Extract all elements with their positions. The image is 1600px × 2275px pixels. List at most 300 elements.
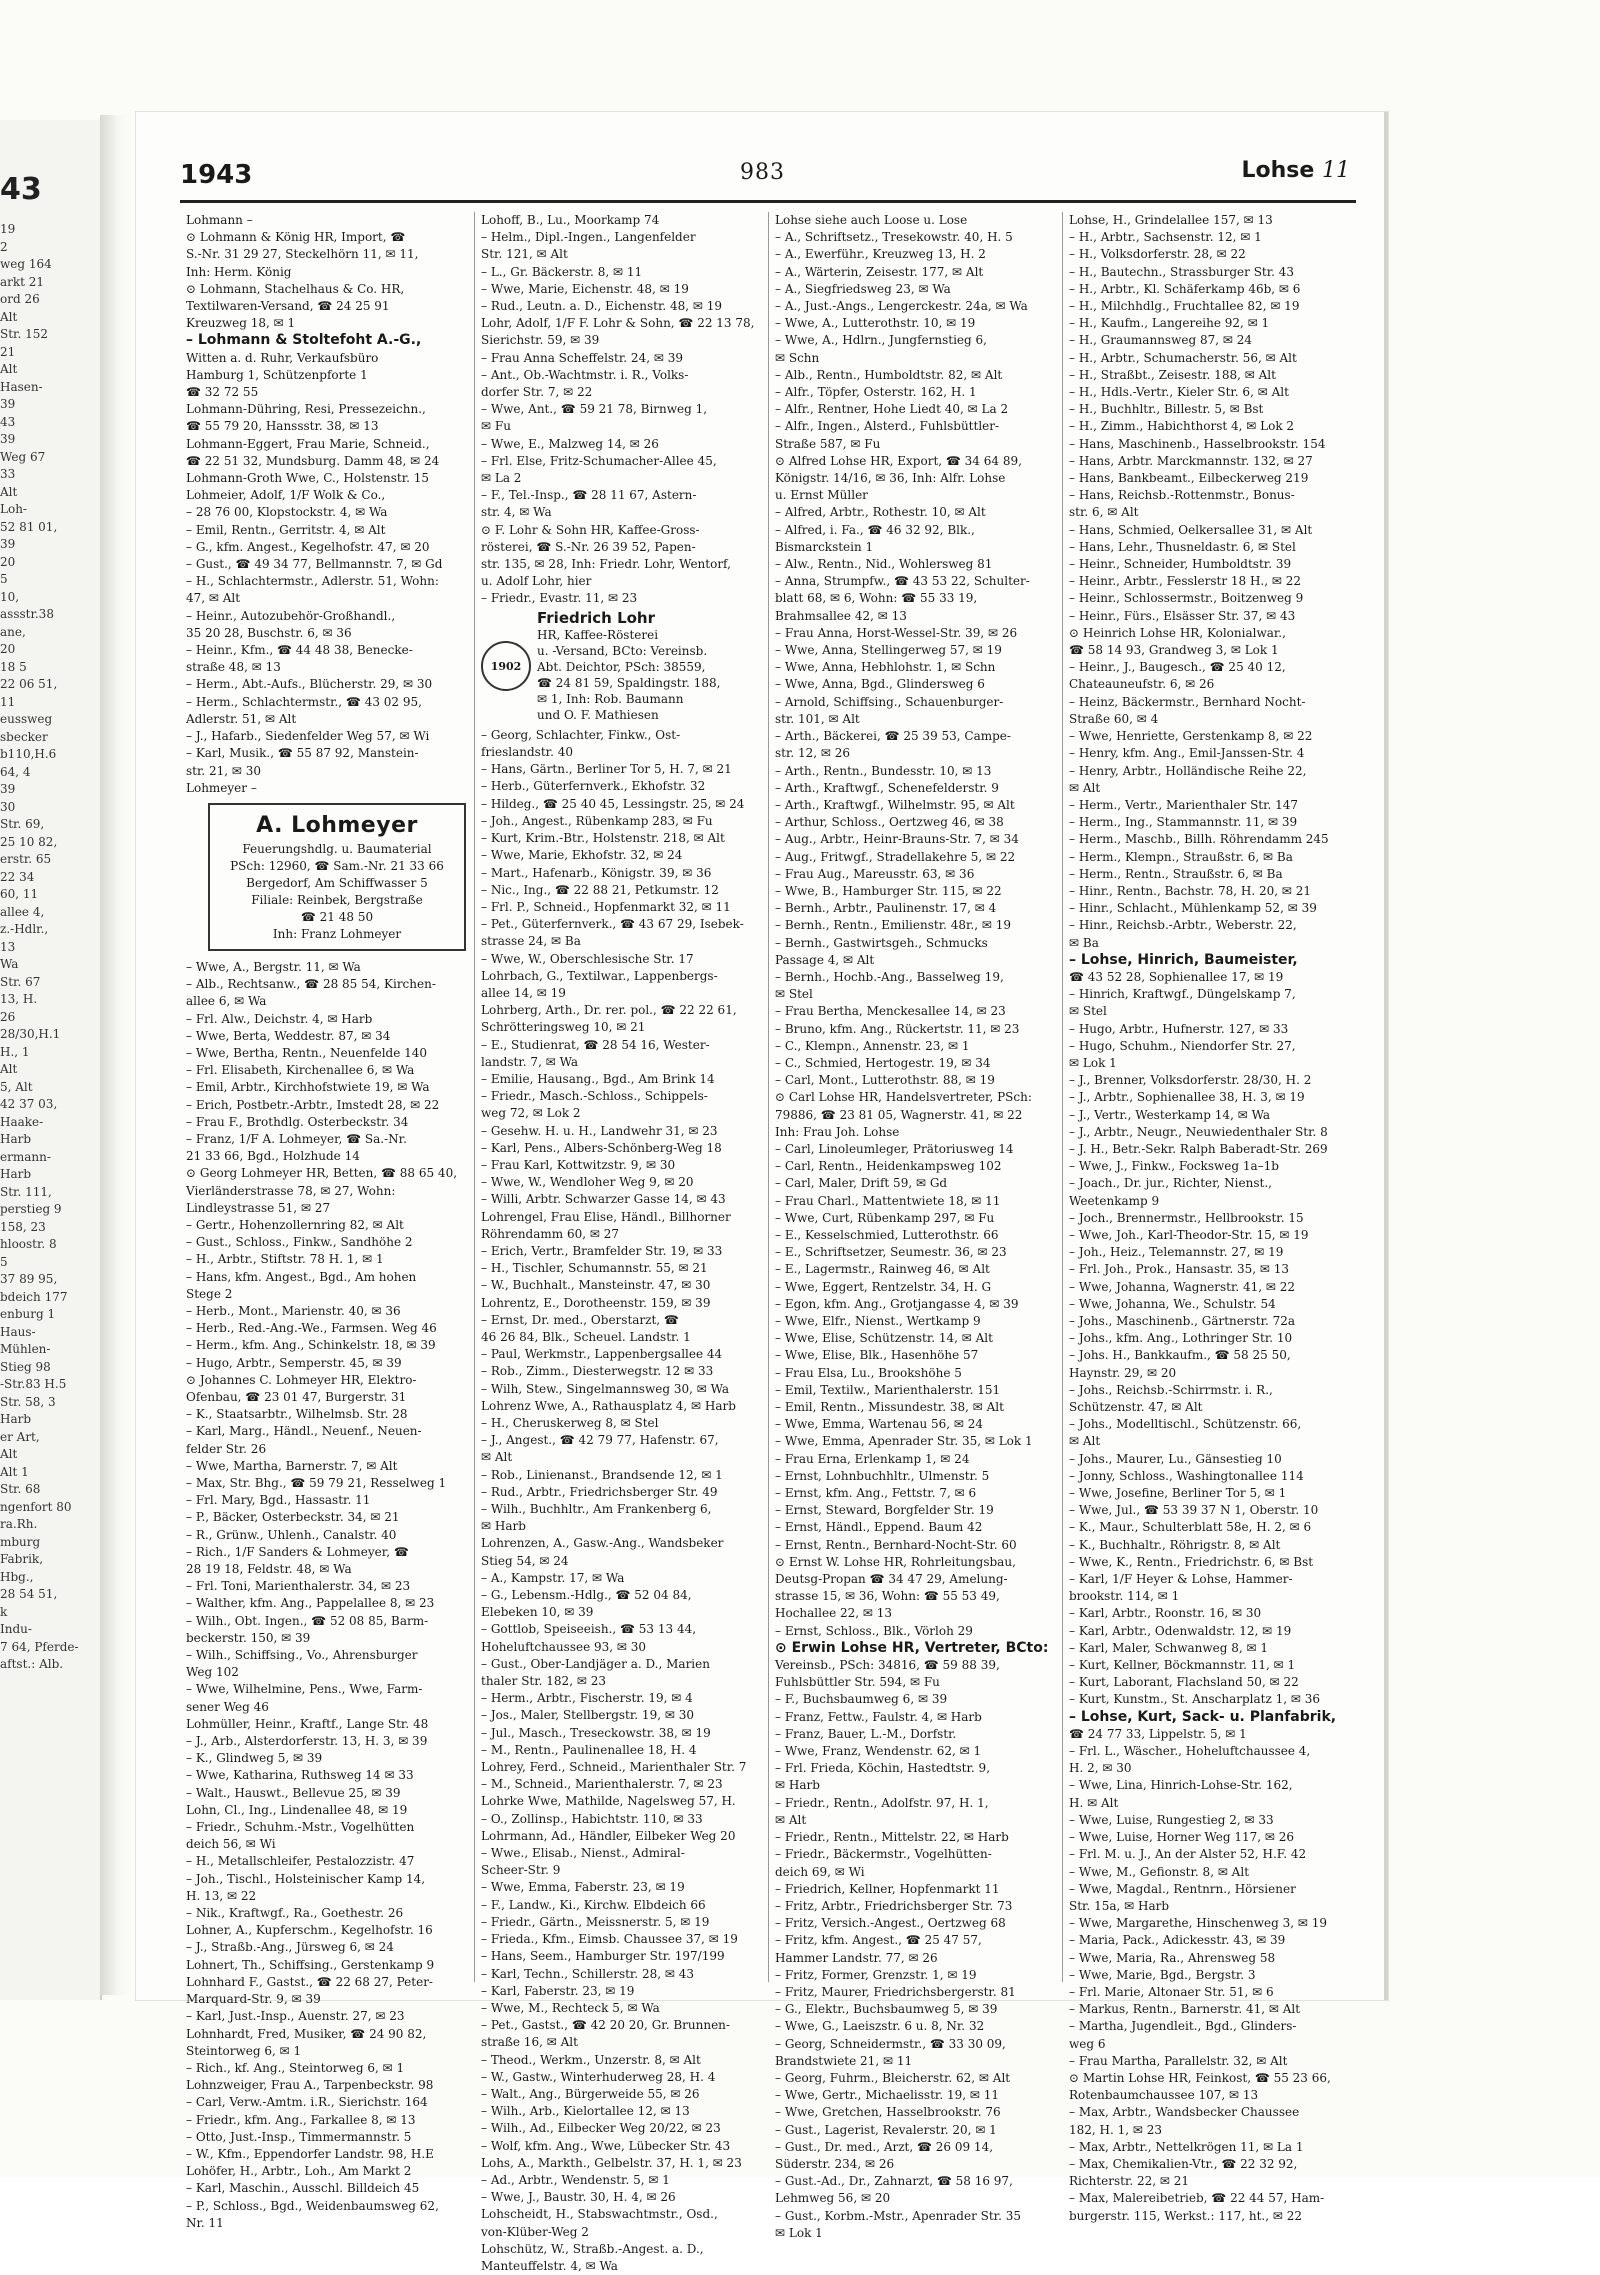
directory-entry: – Karl, Arbtr., Odenwaldstr. 12, ✉ 19 xyxy=(1069,1623,1292,1638)
directory-entry: – F., Tel.-Insp., ☎ 28 11 67, Astern- xyxy=(481,488,697,503)
previous-page-line: 18 5 xyxy=(0,659,27,674)
directory-entry: Stieg 54, ✉ 24 xyxy=(481,1553,569,1568)
directory-entry: ⊙ Martin Lohse HR, Feinkost, ☎ 55 23 66, xyxy=(1069,2070,1331,2085)
directory-entry: – Wwe, Margarethe, Hinschenweg 3, ✉ 19 xyxy=(1069,1916,1328,1931)
directory-entry: – Frl. Joh., Prok., Hansastr. 35, ✉ 13 xyxy=(1069,1262,1290,1277)
previous-page-lines xyxy=(0,221,100,1674)
previous-page-line: 25 10 82, xyxy=(0,834,58,849)
directory-entry: – Joach., Dr. jur., Richter, Nienst., xyxy=(1069,1176,1272,1191)
directory-entry: – Johs. H., Bankkaufm., ☎ 58 25 50, xyxy=(1069,1348,1291,1363)
directory-entry: – Wwe, Elfr., Nienst., Wertkamp 9 xyxy=(775,1314,981,1328)
directory-entry: – Aug., Fritwgf., Stradellakehre 5, ✉ 22 xyxy=(775,849,1016,864)
directory-entry: – Wwe, M., Rechteck 5, ✉ Wa xyxy=(481,2000,660,2015)
directory-entry: – J., Arbtr., Neugr., Neuwiedenthaler Str. 8 xyxy=(1069,1124,1328,1139)
directory-entry: – Gust., Korbm.-Mstr., Apenrader Str. 35 xyxy=(775,2208,1021,2223)
directory-entry: landstr. 7, ✉ Wa xyxy=(481,1054,579,1069)
directory-entry: – J., Hafarb., Siedenfelder Weg 57, ✉ Wi xyxy=(186,729,430,744)
directory-entry: Adlerstr. 51, ✉ Alt xyxy=(186,711,297,726)
previous-page-line: Str. 152 xyxy=(0,327,48,341)
directory-entry: – Kurt, Krim.-Btr., Holstenstr. 218, ✉ Alt xyxy=(481,831,725,846)
previous-page-line: 42 37 03, xyxy=(0,1097,58,1111)
directory-entry: Straße 60, ✉ 4 xyxy=(1069,711,1159,726)
directory-entry: Lohschütz, W., Straßb.-Angest. a. D., xyxy=(481,2241,704,2256)
directory-entry: – Karl, Maschin., Ausschl. Billdeich 45 xyxy=(186,2181,420,2196)
directory-entry: – Wwe, Gertr., Michaelisstr. 19, ✉ 11 xyxy=(775,2088,999,2103)
previous-page-line: k xyxy=(0,1604,8,1619)
previous-page-line: erstr. 65 xyxy=(0,852,52,866)
directory-entry: – F., Buchsbaumweg 6, ✉ 39 xyxy=(775,1692,948,1707)
directory-entry: ⊙ Georg Lohmeyer HR, Betten, ☎ 88 65 40, xyxy=(186,1166,458,1181)
directory-entry: – G., kfm. Angest., Kegelhofstr. 47, ✉ 20 xyxy=(186,539,430,554)
previous-page-line: Hasen- xyxy=(0,379,43,394)
directory-entry: Scheer-Str. 9 xyxy=(481,1863,561,1878)
directory-entry: – Frau Bertha, Menckesallee 14, ✉ 23 xyxy=(775,1004,1006,1019)
directory-entry: – Wwe, E., Malzweg 14, ✉ 26 xyxy=(481,436,659,451)
advertisement-title: A. Lohmeyer xyxy=(256,812,418,838)
directory-entry: – Karl, Techn., Schillerstr. 28, ✉ 43 xyxy=(481,1966,695,1981)
previous-page-line: ra.Rh. xyxy=(0,1517,38,1531)
previous-page-line: -Str.83 H.5 xyxy=(0,1377,67,1391)
directory-entry: – Gust., ☎ 49 34 77, Bellmannstr. 7, ✉ Gd xyxy=(186,557,443,572)
directory-entry: – Aug., Arbtr., Heinr-Brauns-Str. 7, ✉ 34 xyxy=(775,832,1019,847)
directory-entry: – Gust., Ober-Landjäger a. D., Marien xyxy=(481,1656,710,1671)
previous-page-line: 5 xyxy=(0,572,8,586)
previous-page-line: bdeich 177 xyxy=(0,1289,68,1304)
directory-entry: – Johs., kfm. Ang., Lothringer Str. 10 xyxy=(1069,1331,1293,1346)
directory-entry: ✉ Alt xyxy=(775,1812,807,1827)
directory-entry: – J., Arb., Alsterdorferstr. 13, H. 3, ✉ 39 xyxy=(186,1734,428,1749)
directory-entry: Steintorweg 6, ✉ 1 xyxy=(186,2043,302,2058)
directory-entry: 35 20 28, Buschstr. 6, ✉ 36 xyxy=(186,625,352,640)
previous-page-line: hloostr. 8 xyxy=(0,1237,57,1251)
directory-entry: – H., Graumannsweg 87, ✉ 24 xyxy=(1069,333,1252,348)
directory-entry: – Hans, Bankbeamt., Eilbeckerweg 219 xyxy=(1069,471,1309,486)
directory-entry: Textilwaren-Versand, ☎ 24 25 91 xyxy=(186,299,390,314)
previous-page-line: 22 34 xyxy=(0,869,35,884)
directory-entry: – Karl, Pens., Albers-Schönberg-Weg 18 xyxy=(481,1140,722,1155)
directory-entry: – Wwe, A., Bergstr. 11, ✉ Wa xyxy=(186,959,361,974)
directory-entry: S.-Nr. 31 29 27, Steckelhörn 11, ✉ 11, xyxy=(186,247,419,262)
directory-entry: – E., Lagermstr., Rainweg 46, ✉ Alt xyxy=(775,1262,990,1277)
previous-page-line: Indu- xyxy=(0,1622,32,1636)
directory-entry: – Herm., Arbtr., Fischerstr. 19, ✉ 4 xyxy=(481,1691,693,1706)
directory-entry: allee 6, ✉ Wa xyxy=(186,994,267,1009)
directory-entry: – Friedr., Rentn., Mittelstr. 22, ✉ Harb xyxy=(775,1830,1009,1845)
directory-entry: ✉ Lok 1 xyxy=(1069,1055,1117,1070)
directory-entry: – W., Buchhalt., Mansteinstr. 47, ✉ 30 xyxy=(481,1278,711,1293)
directory-entry: – Fritz, kfm. Angest., ☎ 25 47 57, xyxy=(775,1933,982,1948)
directory-entry: – Heinr., Schneider, Humboldtstr. 39 xyxy=(1069,557,1292,572)
directory-entry: – Willi, Arbtr. Schwarzer Gasse 14, ✉ 43 xyxy=(481,1192,726,1207)
directory-entry: – Ad., Arbtr., Wendenstr. 5, ✉ 1 xyxy=(481,2172,670,2187)
directory-entry: thaler Str. 182, ✉ 23 xyxy=(481,1674,606,1689)
previous-page-line: Stieg 98 xyxy=(0,1359,51,1374)
directory-entry: – Franz, Bauer, L.-M., Dorfstr. xyxy=(775,1726,957,1741)
directory-entry: – Max, Chemikalien-Vtr., ☎ 22 32 92, xyxy=(1069,2156,1298,2171)
directory-entry: ⊙ Lohmann, Stachelhaus & Co. HR, xyxy=(186,281,405,296)
directory-entry: – K., Buchhaltr., Röhrigstr. 8, ✉ Alt xyxy=(1069,1537,1281,1552)
directory-entry: – O., Zollinsp., Habichtstr. 110, ✉ 33 xyxy=(481,1811,703,1826)
directory-entry: – C., Schmied, Hertogestr. 19, ✉ 34 xyxy=(775,1055,991,1070)
directory-entry: ☎ 32 72 55 xyxy=(186,385,259,400)
directory-entry: – Friedr., Schuhm.-Mstr., Vogelhütten xyxy=(186,1820,415,1835)
directory-entry: – Fritz, Maurer, Friedrichsbergerstr. 81 xyxy=(775,1984,1016,1999)
directory-entry-bold: – Lohmann & Stoltefoht A.-G., xyxy=(186,332,422,349)
directory-entry: – Franz, Fettw., Faulstr. 4, ✉ Harb xyxy=(775,1709,982,1724)
directory-entry: – Ernst, Schloss., Blk., Vörloh 29 xyxy=(775,1623,973,1638)
directory-entry: – A., Kampstr. 17, ✉ Wa xyxy=(481,1570,625,1585)
directory-entry: – Wwe, Marie, Bgd., Bergstr. 3 xyxy=(1069,1967,1256,1982)
directory-entry: von-Klüber-Weg 2 xyxy=(481,2224,589,2239)
directory-entry: Lindleystrasse 51, ✉ 27 xyxy=(186,1200,331,1215)
directory-entry: – Walt., Ang., Bürgerweide 55, ✉ 26 xyxy=(481,2086,700,2101)
directory-entry: – Ernst, Steward, Borgfelder Str. 19 xyxy=(775,1503,994,1518)
directory-entry: Lohöfer, H., Arbtr., Loh., Am Markt 2 xyxy=(186,2164,412,2179)
directory-entry: – Hans, Maschinenb., Hasselbrookstr. 154 xyxy=(1069,436,1326,451)
directory-entry: – Wwe, Katharina, Ruthsweg 14 ✉ 33 xyxy=(186,1768,414,1783)
directory-entry: – W., Kfm., Eppendorfer Landstr. 98, H.E xyxy=(186,2146,434,2161)
directory-entry: – Emil, Arbtr., Kirchhofstwiete 19, ✉ Wa xyxy=(186,1080,430,1095)
directory-entry: – Hans, Seem., Hamburger Str. 197/199 xyxy=(481,1949,725,1964)
directory-entry: – Fritz, Versich.-Angest., Oertzweg 68 xyxy=(775,1916,1006,1931)
directory-entry: Nr. 11 xyxy=(186,2215,224,2230)
directory-entry: – Gust., Dr. med., Arzt, ☎ 26 09 14, xyxy=(775,2139,994,2154)
directory-entry: – Alfr., Rentner, Hohe Liedt 40, ✉ La 2 xyxy=(775,402,1009,417)
directory-entry: – Friedr., Bäckermstr., Vogelhütten- xyxy=(775,1847,992,1862)
directory-entry: Lohrmann, Ad., Händler, Eilbeker Weg 20 xyxy=(481,1828,736,1843)
directory-entry: – Frau F., Brothdlg. Osterbeckstr. 34 xyxy=(186,1114,409,1129)
directory-entry: – Wwe, W., Wendloher Weg 9, ✉ 20 xyxy=(481,1175,694,1190)
directory-entry: – Mart., Hafenarb., Königstr. 39, ✉ 36 xyxy=(481,865,712,880)
directory-entry: – Friedr., Evastr. 11, ✉ 23 xyxy=(481,591,638,606)
directory-entry: – K., Glindweg 5, ✉ 39 xyxy=(186,1751,323,1766)
directory-entry: brookstr. 114, ✉ 1 xyxy=(1069,1589,1180,1604)
directory-entry: – Herm., Rentn., Straußstr. 6, ✉ Ba xyxy=(1069,866,1283,881)
directory-entry: straße 48, ✉ 13 xyxy=(186,660,281,675)
previous-page-line: 26 xyxy=(0,1009,16,1024)
previous-page-line: Str. 111, xyxy=(0,1184,52,1199)
directory-entry: – H., Arbtr., Schumacherstr. 56, ✉ Alt xyxy=(1069,350,1297,365)
previous-page-line: assstr.38 xyxy=(0,607,54,621)
directory-entry: – Frau Anna, Horst-Wessel-Str. 39, ✉ 26 xyxy=(775,625,1018,640)
directory-entry: – Martha, Jugendleit., Bgd., Glinders- xyxy=(1069,2019,1297,2034)
company-logo-line: ☎ 24 81 59, Spaldingstr. 188, xyxy=(537,675,721,690)
directory-entry: 46 26 84, Blk., Scheuel. Landstr. 1 xyxy=(481,1329,691,1344)
directory-entry: – Frau Erna, Erlenkamp 1, ✉ 24 xyxy=(775,1451,970,1466)
directory-entry: – Maria, Pack., Adickesstr. 43, ✉ 39 xyxy=(1069,1933,1286,1948)
directory-entry: – Georg, Schlachter, Finkw., Ost- xyxy=(481,727,681,742)
directory-entry: – Frl. M. u. J., An der Alster 52, H.F. 42 xyxy=(1069,1847,1307,1862)
previous-page-line: 39 xyxy=(0,782,16,796)
directory-entry: – Carl, Maler, Drift 59, ✉ Gd xyxy=(775,1176,948,1191)
directory-entry: – Karl, 1/F Heyer & Lohse, Hammer- xyxy=(1069,1572,1293,1587)
directory-entry: burgerstr. 115, Werkst.: 117, ht., ✉ 22 xyxy=(1069,2208,1303,2223)
directory-entry: Sierichstr. 59, ✉ 39 xyxy=(481,333,600,348)
previous-page-line: er Art, xyxy=(0,1429,40,1444)
directory-column-2 xyxy=(474,212,768,2273)
previous-page-line: z.-Hdlr., xyxy=(0,922,49,936)
directory-entry: Str. 121, ✉ Alt xyxy=(481,247,568,262)
directory-entry: – Markus, Rentn., Barnerstr. 41, ✉ Alt xyxy=(1069,2002,1301,2017)
header-surname xyxy=(1242,158,1350,183)
directory-entry: – Frl. Frieda, Köchin, Hastedtstr. 9, xyxy=(775,1761,991,1776)
directory-entry: Marquard-Str. 9, ✉ 39 xyxy=(186,1992,321,2007)
previous-page-line: 10, xyxy=(0,589,20,604)
directory-entry: ⊙ Alfred Lohse HR, Export, ☎ 34 64 89, xyxy=(775,453,1022,468)
directory-entry: Chateauneufstr. 6, ✉ 26 xyxy=(1069,677,1215,692)
directory-entry: – Frl. Marie, Altonaer Str. 51, ✉ 6 xyxy=(1069,1984,1274,1999)
directory-entry: – Gertr., Hohenzollernring 82, ✉ Alt xyxy=(186,1217,404,1232)
directory-entry: – Walther, kfm. Ang., Pappelallee 8, ✉ 23 xyxy=(186,1596,435,1611)
directory-entry: ✉ Lok 1 xyxy=(775,2225,823,2240)
directory-entry: – Johs., Maschinenb., Gärtnerstr. 72a xyxy=(1069,1314,1296,1328)
directory-entry: – Herm., Abt.-Aufs., Blücherstr. 29, ✉ 30 xyxy=(186,677,433,692)
directory-entry: – H., Bautechn., Strassburger Str. 43 xyxy=(1069,264,1295,279)
directory-entry: H. ✉ Alt xyxy=(1069,1795,1119,1810)
directory-entry: – Karl, Maler, Schwanweg 8, ✉ 1 xyxy=(1069,1640,1269,1655)
directory-entry: ⊙ Ernst W. Lohse HR, Rohrleitungsbau, xyxy=(775,1554,1016,1569)
previous-page-line: Alt xyxy=(0,484,18,499)
directory-entry: – G., Elektr., Buchsbaumweg 5, ✉ 39 xyxy=(775,2002,998,2017)
directory-entry: Röhrendamm 60, ✉ 27 xyxy=(481,1226,619,1241)
directory-entry: – Herm., Schlachtermstr., ☎ 43 02 95, xyxy=(186,694,422,709)
directory-entry: – Hinr., Reichsb.-Arbtr., Weberstr. 22, xyxy=(1069,918,1297,933)
directory-entry: – Frl. Elisabeth, Kirchenallee 6, ✉ Wa xyxy=(186,1063,415,1078)
previous-page-line: 33 xyxy=(0,467,16,481)
directory-entry: – Frl. Mary, Bgd., Hassastr. 11 xyxy=(186,1493,371,1508)
company-logo-line: u. -Versand, BCto: Vereinsb. xyxy=(537,643,708,658)
directory-entry: – Friedr., Masch.-Schloss., Schippels- xyxy=(481,1089,708,1104)
advertisement-line: PSch: 12960, ☎ Sam.-Nr. 21 33 66 xyxy=(230,858,444,873)
directory-columns xyxy=(180,212,1356,2273)
directory-entry: ✉ Harb xyxy=(481,1519,526,1534)
directory-entry: – Rob., Linienanst., Brandsende 12, ✉ 1 xyxy=(481,1467,723,1482)
directory-entry: – Hans, kfm. Angest., Bgd., Am hohen xyxy=(186,1269,417,1284)
directory-entry: Lohse, H., Grindelallee 157, ✉ 13 xyxy=(1069,213,1273,227)
directory-entry: Bismarckstein 1 xyxy=(775,539,874,554)
directory-entry: – J., Straßb.-Ang., Jürsweg 6, ✉ 24 xyxy=(186,1940,394,1955)
directory-entry: – Ernst, Dr. med., Oberstarzt, ☎ xyxy=(481,1312,679,1327)
directory-entry: – Frl. Toni, Marienthalerstr. 34, ✉ 23 xyxy=(186,1579,411,1594)
header-page-number: 983 xyxy=(740,160,785,185)
previous-page-line: 43 xyxy=(0,414,16,429)
directory-entry: ⊙ Lohmann & König HR, Import, ☎ xyxy=(186,230,406,245)
directory-column-1 xyxy=(180,212,474,2230)
directory-entry: u. Adolf Lohr, hier xyxy=(481,574,592,589)
directory-entry: – Wilh., Schiffsing., Vo., Ahrensburger xyxy=(186,1648,418,1663)
previous-page-line: 158, 23 xyxy=(0,1219,46,1234)
directory-entry: – Friedr., kfm. Ang., Farkallee 8, ✉ 13 xyxy=(186,2112,416,2127)
directory-entry: – Wwe, Franz, Wendenstr. 62, ✉ 1 xyxy=(775,1744,982,1759)
directory-entry: – Arth., Bäckerei, ☎ 25 39 53, Campe- xyxy=(775,729,1011,744)
directory-entry: deich 56, ✉ Wi xyxy=(186,1837,276,1852)
directory-entry: – A., Just.-Angs., Lengerckestr. 24a, ✉ Wa xyxy=(775,299,1028,314)
directory-entry: Lohrengel, Frau Elise, Händl., Billhorner xyxy=(481,1209,731,1224)
directory-entry: – Bernh., Hochb.-Ang., Basselweg 19, xyxy=(775,969,1004,984)
directory-entry: Lohmeyer – xyxy=(186,780,257,795)
previous-page-line: weg 164 xyxy=(0,257,52,271)
directory-entry: – H., Arbtr., Kl. Schäferkamp 46b, ✉ 6 xyxy=(1069,281,1301,296)
directory-entry: – Hildeg., ☎ 25 40 45, Lessingstr. 25, ✉ 24 xyxy=(481,796,745,811)
directory-entry: – G., Lebensm.-Hdlg., ☎ 52 04 84, xyxy=(481,1588,692,1603)
directory-entry: – Wwe, Josefine, Berliner Tor 5, ✉ 1 xyxy=(1069,1486,1287,1501)
directory-entry: – Karl, Musik., ☎ 55 87 92, Manstein- xyxy=(186,746,419,761)
directory-entry: ☎ 55 79 20, Hanssstr. 38, ✉ 13 xyxy=(186,419,379,434)
directory-entry: – Alfred, Arbtr., Rothestr. 10, ✉ Alt xyxy=(775,505,986,520)
book-gutter xyxy=(100,115,130,1995)
directory-entry: – Frieda., Kfm., Eimsb. Chaussee 37, ✉ 19 xyxy=(481,1932,738,1947)
directory-entry: – Emil, Textilw., Marienthalerstr. 151 xyxy=(775,1382,1001,1397)
directory-entry: – E., Studienrat, ☎ 28 54 16, Wester- xyxy=(481,1037,710,1052)
previous-page-line: Haake- xyxy=(0,1114,44,1129)
previous-page-line: ngenfort 80 xyxy=(0,1499,72,1514)
previous-page-line: 20 xyxy=(0,554,16,569)
directory-entry: – Helm., Dipl.-Ingen., Langenfelder xyxy=(481,230,696,245)
directory-entry: – H., Tischler, Schumannstr. 55, ✉ 21 xyxy=(481,1261,708,1276)
directory-entry: – Fritz, Former, Grenzstr. 1, ✉ 19 xyxy=(775,1967,977,1982)
directory-entry: 47, ✉ Alt xyxy=(186,591,241,606)
previous-page-line: Alt xyxy=(0,1447,18,1461)
directory-column-3 xyxy=(768,212,1062,2240)
directory-entry: – Rob., Zimm., Diesterwegstr. 12 ✉ 33 xyxy=(481,1364,714,1379)
directory-entry: – Hugo, Arbtr., Hufnerstr. 127, ✉ 33 xyxy=(1069,1021,1289,1036)
directory-entry: – Frau Aug., Mareusstr. 63, ✉ 36 xyxy=(775,866,975,881)
directory-entry: – Erich, Vertr., Bramfelder Str. 19, ✉ 33 xyxy=(481,1243,723,1258)
directory-entry: Rotenbaumchaussee 107, ✉ 13 xyxy=(1069,2088,1259,2103)
directory-entry: – Kurt, Kunstm., St. Anscharplatz 1, ✉ 36 xyxy=(1069,1692,1320,1707)
directory-entry: – Wwe, Elise, Schützenstr. 14, ✉ Alt xyxy=(775,1331,993,1346)
advertisement-line: Bergedorf, Am Schiffwasser 5 xyxy=(246,875,428,890)
directory-entry: – H., Buchhltr., Billestr. 5, ✉ Bst xyxy=(1069,402,1264,417)
advertisement-line: Filiale: Reinbek, Bergstraße xyxy=(251,892,423,907)
previous-page-line: 39 xyxy=(0,397,16,411)
directory-entry: – J., Vertr., Westerkamp 14, ✉ Wa xyxy=(1069,1107,1271,1122)
directory-entry: – Theod., Werkm., Unzerstr. 8, ✉ Alt xyxy=(481,2052,701,2067)
company-logo-text xyxy=(537,610,720,723)
directory-entry: – Alfr., Töpfer, Osterstr. 162, H. 1 xyxy=(775,385,977,400)
directory-entry: – Franz, 1/F A. Lohmeyer, ☎ Sa.-Nr. xyxy=(186,1131,407,1146)
directory-entry: dorfer Str. 7, ✉ 22 xyxy=(481,385,593,400)
directory-entry: – Wwe, Luise, Rungestieg 2, ✉ 33 xyxy=(1069,1812,1274,1827)
directory-entry: – Ernst, Händl., Eppend. Baum 42 xyxy=(775,1520,983,1535)
directory-entry: – J. H., Betr.-Sekr. Ralph Baberadt-Str. 269 xyxy=(1069,1141,1328,1156)
directory-entry: Lohmann-Groth Wwe, C., Holstenstr. 15 xyxy=(186,471,430,486)
directory-entry: ✉ Alt xyxy=(481,1450,513,1465)
directory-entry: frieslandstr. 40 xyxy=(481,745,573,760)
previous-page-line: arkt 21 xyxy=(0,274,45,289)
directory-entry: – Hans, Schmied, Oelkersallee 31, ✉ Alt xyxy=(1069,522,1313,537)
company-logo-line: und O. F. Mathiesen xyxy=(537,707,659,722)
previous-page-line: 11 xyxy=(0,694,16,709)
directory-entry: – Alfred, i. Fa., ☎ 46 32 92, Blk., xyxy=(775,522,975,537)
directory-entry: – Wolf, kfm. Ang., Wwe, Lübecker Str. 43 xyxy=(481,2138,731,2153)
directory-entry: ⊙ Carl Lohse HR, Handelsvertreter, PSch: xyxy=(775,1090,1032,1105)
previous-page-line: ane, xyxy=(0,624,26,639)
directory-entry: – Jul., Masch., Treseckowstr. 38, ✉ 19 xyxy=(481,1725,711,1740)
directory-entry: – Rich., kf. Ang., Steintorweg 6, ✉ 1 xyxy=(186,2060,405,2075)
directory-entry: Süderstr. 234, ✉ 26 xyxy=(775,2156,895,2171)
directory-entry: – P., Schloss., Bgd., Weidenbaumsweg 62, xyxy=(186,2198,439,2213)
previous-page-line: perstieg 9 xyxy=(0,1202,62,1216)
directory-entry: – Wwe, Maria, Ra., Ahrensweg 58 xyxy=(1069,1950,1276,1965)
directory-entry: – Wwe, Johanna, Wagnerstr. 41, ✉ 22 xyxy=(1069,1279,1296,1294)
company-logo-name: Friedrich Lohr xyxy=(537,608,656,627)
directory-entry: – Wilh., Ad., Eilbecker Weg 20/22, ✉ 23 xyxy=(481,2121,721,2136)
previous-page-line: 5, Alt xyxy=(0,1079,33,1094)
directory-entry: – Kurt, Kellner, Böckmannstr. 11, ✉ 1 xyxy=(1069,1658,1296,1673)
company-seal: 1902 xyxy=(481,641,531,691)
previous-page-line: 2 xyxy=(0,239,8,254)
directory-entry: ☎ 58 14 93, Grandweg 3, ✉ Lok 1 xyxy=(1069,643,1279,658)
directory-entry: – Heinr., Schlossermstr., Boitzenweg 9 xyxy=(1069,591,1304,606)
directory-entry: – Arnold, Schiffsing., Schauenburger- xyxy=(775,694,1004,709)
previous-page-line: Haus- xyxy=(0,1324,36,1339)
directory-entry: ☎ 43 52 28, Sophienallee 17, ✉ 19 xyxy=(1069,969,1284,984)
directory-entry: – Herm., Klempn., Straußstr. 6, ✉ Ba xyxy=(1069,849,1293,864)
directory-entry: – Kurt, Laborant, Flachsland 50, ✉ 22 xyxy=(1069,1675,1299,1690)
directory-entry: – Hans, Gärtn., Berliner Tor 5, H. 7, ✉ 21 xyxy=(481,762,732,777)
directory-entry: – Wwe, Berta, Weddestr. 87, ✉ 34 xyxy=(186,1028,391,1043)
directory-entry: – Georg, Fuhrm., Bleicherstr. 62, ✉ Alt xyxy=(775,2070,1011,2085)
directory-entry: – Frau Karl, Kottwitzstr. 9, ✉ 30 xyxy=(481,1157,676,1172)
previous-page-line: 30 xyxy=(0,799,16,814)
directory-entry: – Wwe, Marie, Ekhofstr. 32, ✉ 24 xyxy=(481,848,683,863)
directory-entry: – Max, Arbtr., Wandsbecker Chaussee xyxy=(1069,2105,1300,2120)
directory-entry: – Emil, Rentn., Missundestr. 38, ✉ Alt xyxy=(775,1400,1004,1415)
directory-entry: Lohoff, B., Lu., Moorkamp 74 xyxy=(481,213,660,227)
directory-entry: Brahmsallee 42, ✉ 13 xyxy=(775,608,907,623)
directory-entry: Lohrey, Ferd., Schneid., Marienthaler Str. 7 xyxy=(481,1760,747,1775)
directory-entry: Vereinsb., PSch: 34816, ☎ 59 88 39, xyxy=(775,1658,1000,1673)
directory-entry: – Ernst, kfm. Ang., Fettstr. 7, ✉ 6 xyxy=(775,1486,977,1501)
directory-entry: – Jonny, Schloss., Washingtonallee 114 xyxy=(1069,1468,1304,1483)
directory-entry: – Johs., Reichsb.-Schirrmstr. i. R., xyxy=(1069,1382,1273,1397)
directory-entry: Lohmüller, Heinr., Kraftf., Lange Str. 48 xyxy=(186,1716,429,1731)
previous-page-line: enburg 1 xyxy=(0,1307,56,1321)
directory-entry: – E., Kesselschmied, Lutterothstr. 66 xyxy=(775,1227,999,1242)
directory-entry: – Wwe, K., Rentn., Friedrichstr. 6, ✉ Bst xyxy=(1069,1554,1314,1569)
directory-entry: – H., Kaufm., Langereihe 92, ✉ 1 xyxy=(1069,316,1270,331)
directory-entry: str. 6, ✉ Alt xyxy=(1069,505,1139,520)
directory-entry: – Georg, Schneidermstr., ☎ 33 30 09, xyxy=(775,2036,1006,2051)
directory-entry: – M., Schneid., Marienthalerstr. 7, ✉ 23 xyxy=(481,1777,723,1792)
directory-entry: – Heinr., Kfm., ☎ 44 48 38, Benecke- xyxy=(186,643,413,658)
directory-entry: – J., Arbtr., Sophienallee 38, H. 3, ✉ 19 xyxy=(1069,1090,1305,1105)
previous-page-line: Str. 67 xyxy=(0,974,41,989)
directory-entry: – Alb., Rentn., Humboldtstr. 82, ✉ Alt xyxy=(775,367,1003,382)
previous-page-line: Harb xyxy=(0,1412,32,1426)
directory-entry: Lohrbach, G., Textilwar., Lappenbergs- xyxy=(481,968,718,983)
directory-entry: 182, H. 1, ✉ 23 xyxy=(1069,2122,1163,2137)
directory-entry: – Henry, Arbtr., Holländische Reihe 22, xyxy=(1069,763,1307,778)
directory-entry: str. 4, ✉ Wa xyxy=(481,505,552,520)
directory-entry: – Frau Anna Scheffelstr. 24, ✉ 39 xyxy=(481,350,683,365)
directory-entry: – Wilh., Buchhltr., Am Frankenberg 6, xyxy=(481,1502,712,1517)
directory-entry: – Wwe, Curt, Rübenkamp 297, ✉ Fu xyxy=(775,1210,995,1225)
directory-entry: – L., Gr. Bäckerstr. 8, ✉ 11 xyxy=(481,264,643,279)
directory-entry: Hochallee 22, ✉ 13 xyxy=(775,1606,893,1621)
directory-entry: – Wwe, A., Lutterothstr. 10, ✉ 19 xyxy=(775,316,976,331)
directory-entry: ✉ Harb xyxy=(775,1778,820,1793)
directory-entry: ✉ La 2 xyxy=(481,471,522,486)
directory-entry: Schützenstr. 47, ✉ Alt xyxy=(1069,1400,1203,1415)
directory-entry: – Karl, Just.-Insp., Auenstr. 27, ✉ 23 xyxy=(186,2009,405,2024)
directory-entry: – K., Staatsarbtr., Wilhelmsb. Str. 28 xyxy=(186,1407,408,1422)
directory-entry: – Wwe, Emma, Apenrader Str. 35, ✉ Lok 1 xyxy=(775,1434,1033,1449)
directory-entry: Lohscheidt, H., Stabswachtmstr., Osd., xyxy=(481,2207,718,2222)
directory-entry: – Gust., Lagerist, Revalerstr. 20, ✉ 1 xyxy=(775,2122,997,2137)
directory-entry: ✉ Ba xyxy=(1069,935,1099,950)
